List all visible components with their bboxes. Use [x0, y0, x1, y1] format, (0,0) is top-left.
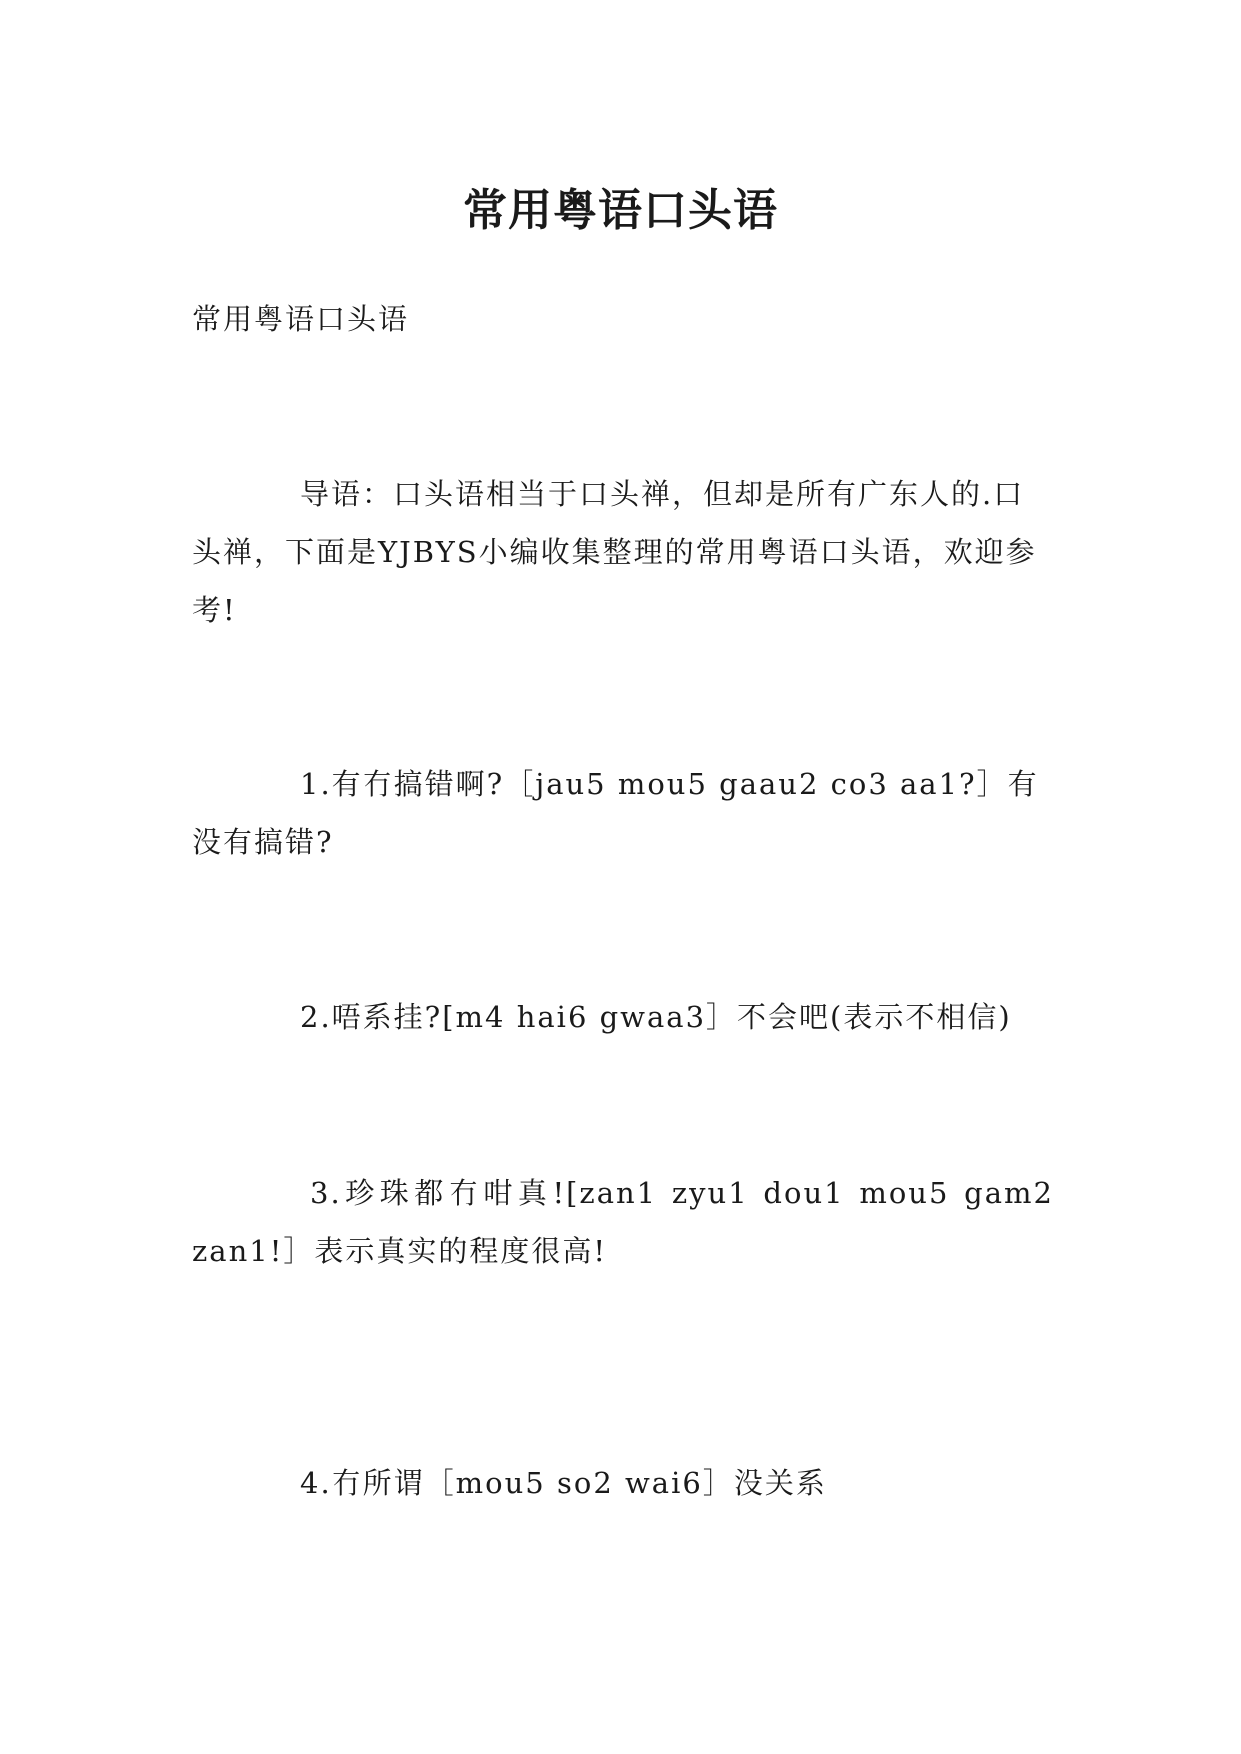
page-title: 常用粤语口头语: [463, 185, 778, 237]
phrase-item-4: 4.冇所谓［mou5 so2 wai6］没关系: [300, 1466, 827, 1500]
document-subtitle: 常用粤语口头语: [192, 302, 410, 336]
intro-paragraph: 导语：口头语相当于口头禅，但却是所有广东人的.口头禅，下面是YJBYS小编收集整理的常用粤语口头语，欢迎参考!: [192, 477, 1037, 627]
phrase-item-3: 3.珍珠都冇咁真![zan1 zyu1 dou1 mou5 gam2 zan1!］表示真实的程度很高!: [192, 1176, 1054, 1268]
phrase-item-1: 1.有冇搞错啊?［jau5 mou5 gaau2 co3 aa1?］有没有搞错?: [192, 767, 1039, 859]
phrase-item-2: 2.唔系挂?[m4 hai6 gwaa3］不会吧(表示不相信): [300, 1000, 1012, 1034]
